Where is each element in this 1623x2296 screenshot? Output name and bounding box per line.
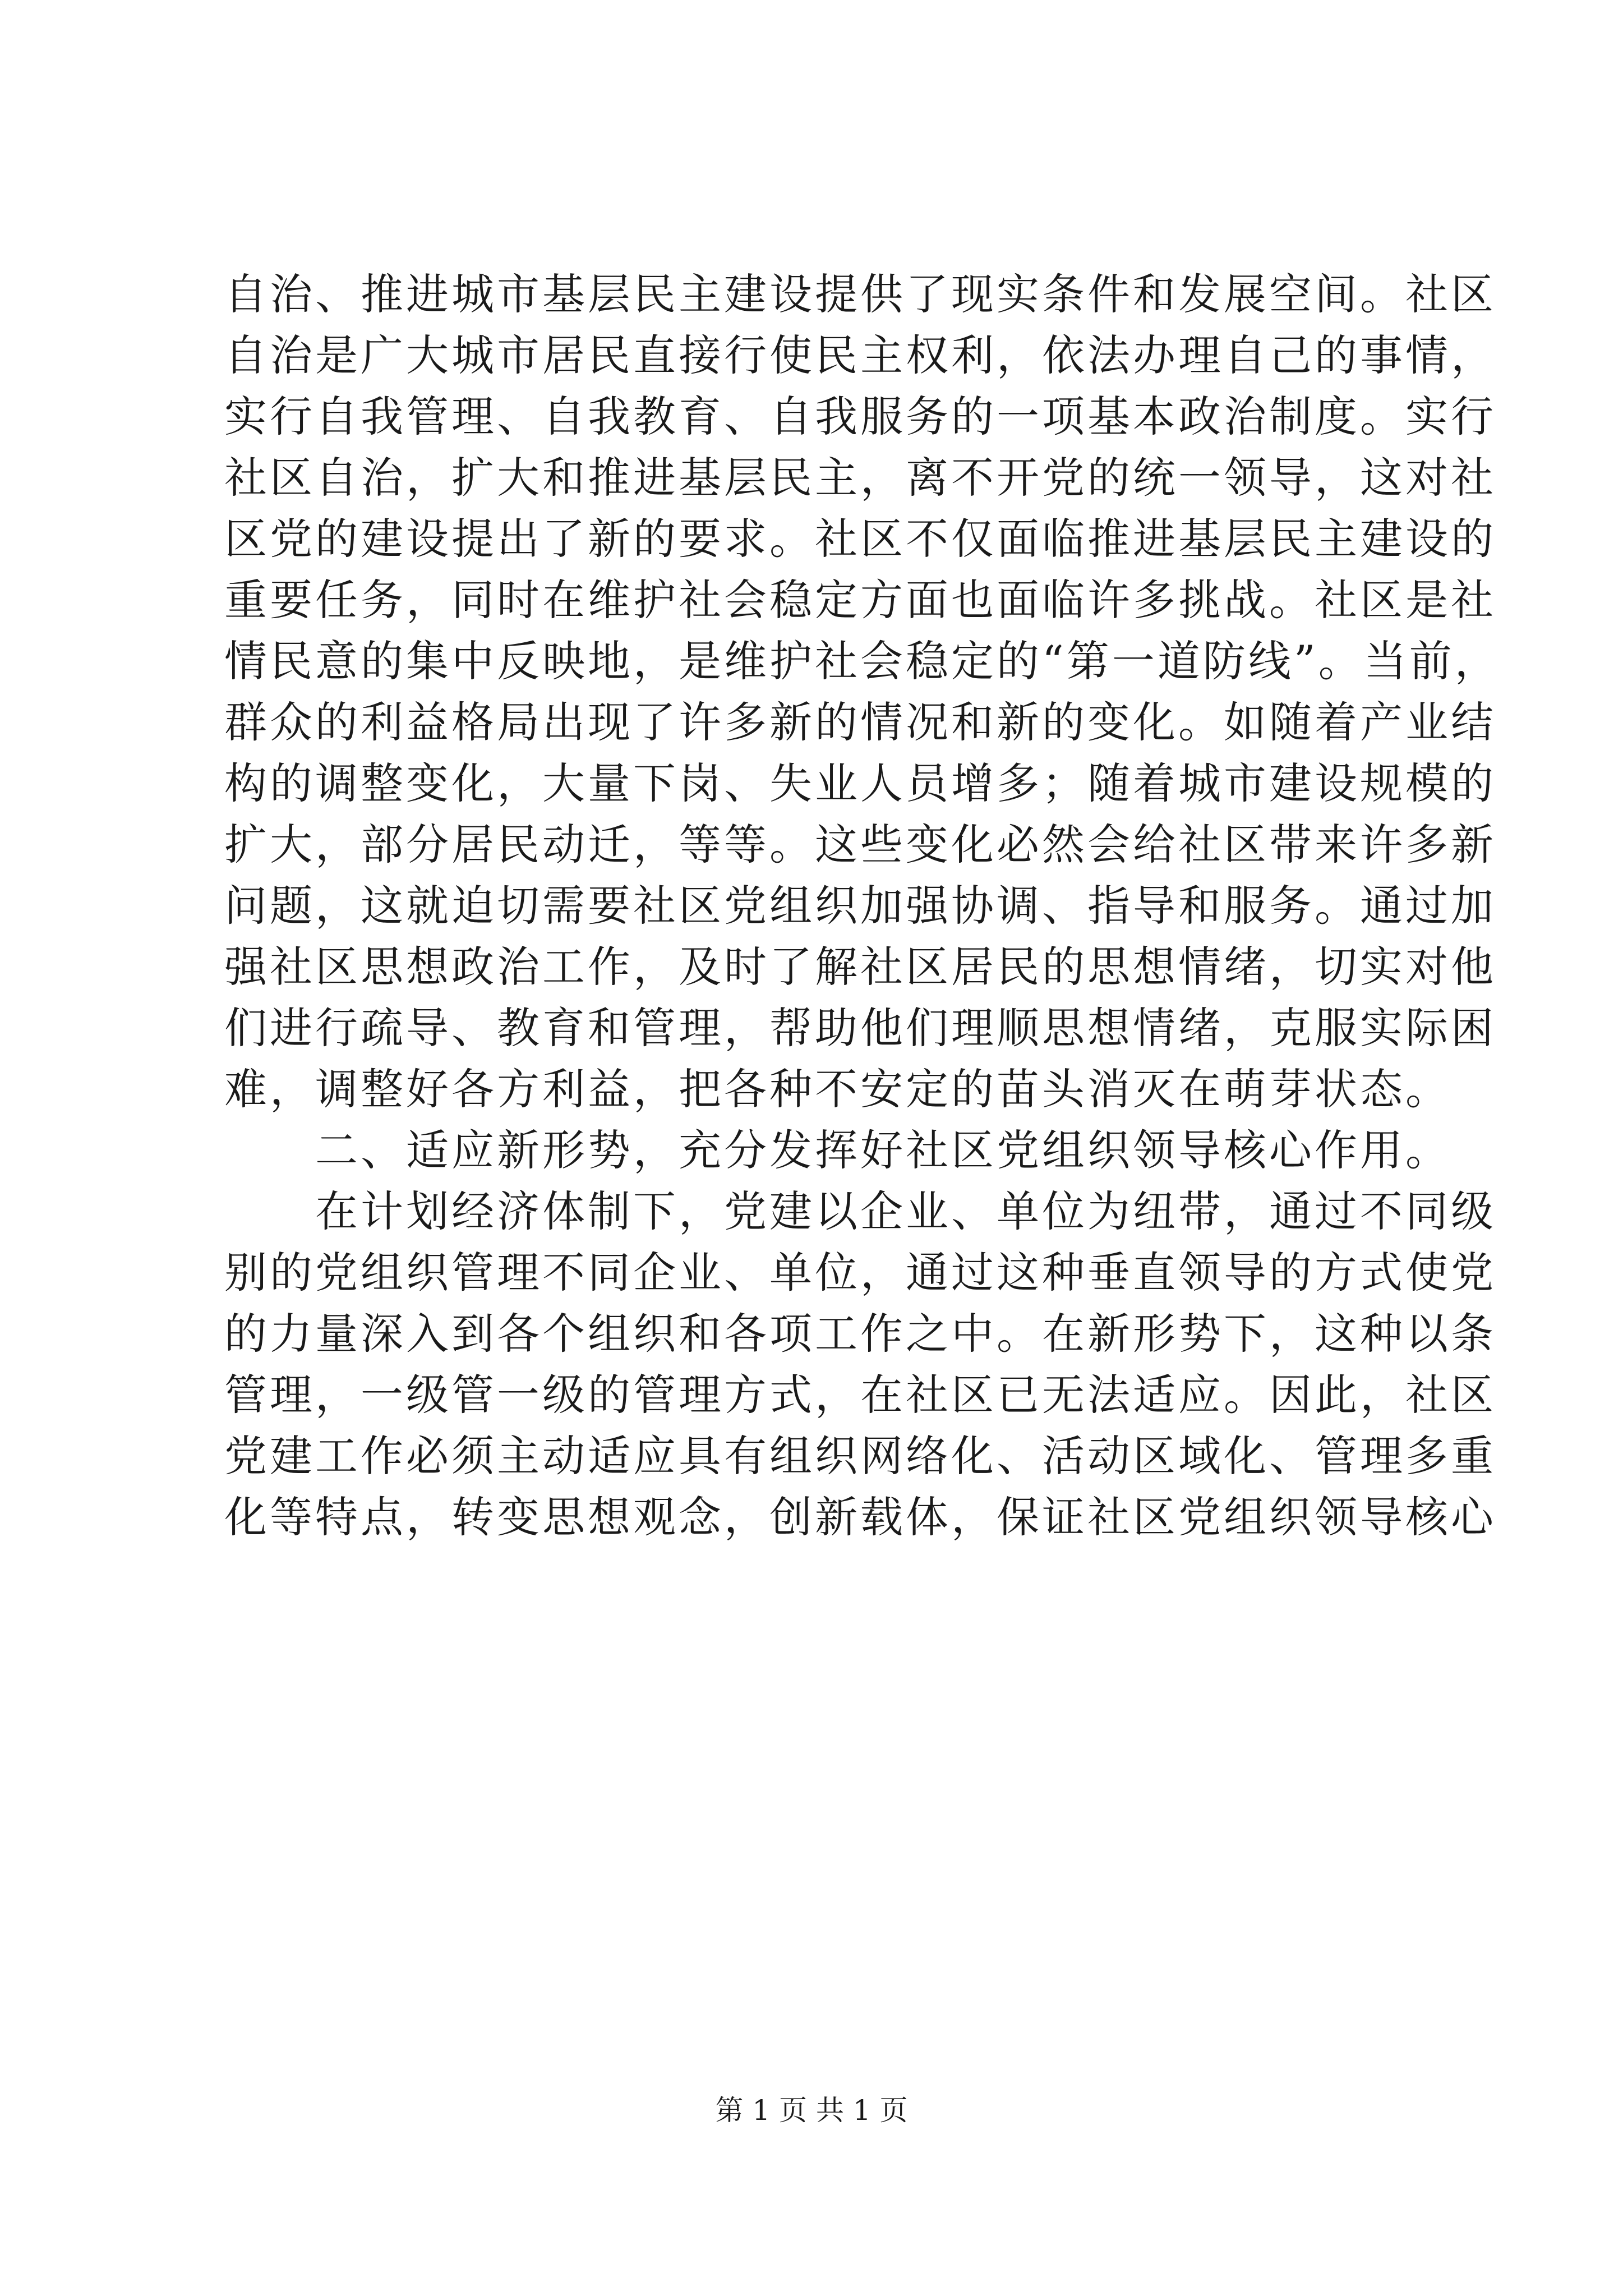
text-line: 群众的利益格局出现了许多新的情况和新的变化。如随着产业结 [224,697,1496,747]
text-line: 管理，一级管一级的管理方式，在社区已无法适应。因此，社区 [224,1370,1496,1420]
section-heading: 二、适应新形势，充分发挥好社区党组织领导核心作用。 [224,1125,1451,1175]
text-line: 区党的建设提出了新的要求。社区不仅面临推进基层民主建设的 [224,514,1496,564]
text-line: 的力量深入到各个组织和各项工作之中。在新形势下，这种以条 [224,1309,1496,1359]
text-line: 化等特点，转变思想观念，创新载体，保证社区党组织领导核心 [224,1492,1496,1542]
text-line: 强社区思想政治工作，及时了解社区居民的思想情绪，切实对他 [224,942,1496,992]
text-line: 构的调整变化，大量下岗、失业人员增多；随着城市建设规模的 [224,758,1496,808]
text-line: 情民意的集中反映地，是维护社会稳定的“第一道防线”。当前， [224,636,1500,686]
body-text [224,264,1500,1548]
text-line: 难，调整好各方利益，把各种不安定的苗头消灭在萌芽状态。 [224,1064,1451,1114]
text-line: 自治、推进城市基层民主建设提供了现实条件和发展空间。社区 [224,269,1496,319]
text-line: 党建工作必须主动适应具有组织网络化、活动区域化、管理多重 [224,1431,1496,1481]
text-line: 实行自我管理、自我教育、自我服务的一项基本政治制度。实行 [224,392,1496,441]
page-number: 第 1 页 共 1 页 [715,2094,908,2127]
text-line: 重要任务，同时在维护社会稳定方面也面临许多挑战。社区是社 [224,575,1496,625]
text-line: 们进行疏导、教育和管理，帮助他们理顺思想情绪，克服实际困 [224,1003,1496,1053]
text-line: 扩大，部分居民动迁，等等。这些变化必然会给社区带来许多新 [224,820,1496,869]
text-line: 问题，这就迫切需要社区党组织加强协调、指导和服务。通过加 [224,881,1496,931]
text-line: 在计划经济体制下，党建以企业、单位为纽带，通过不同级 [224,1186,1496,1236]
text-line: 自治是广大城市居民直接行使民主权利，依法办理自己的事情， [224,330,1496,380]
text-line: 社区自治，扩大和推进基层民主，离不开党的统一领导，这对社 [224,453,1496,503]
text-line: 别的党组织管理不同企业、单位，通过这种垂直领导的方式使党 [224,1248,1496,1297]
page-footer [0,2093,1623,2127]
